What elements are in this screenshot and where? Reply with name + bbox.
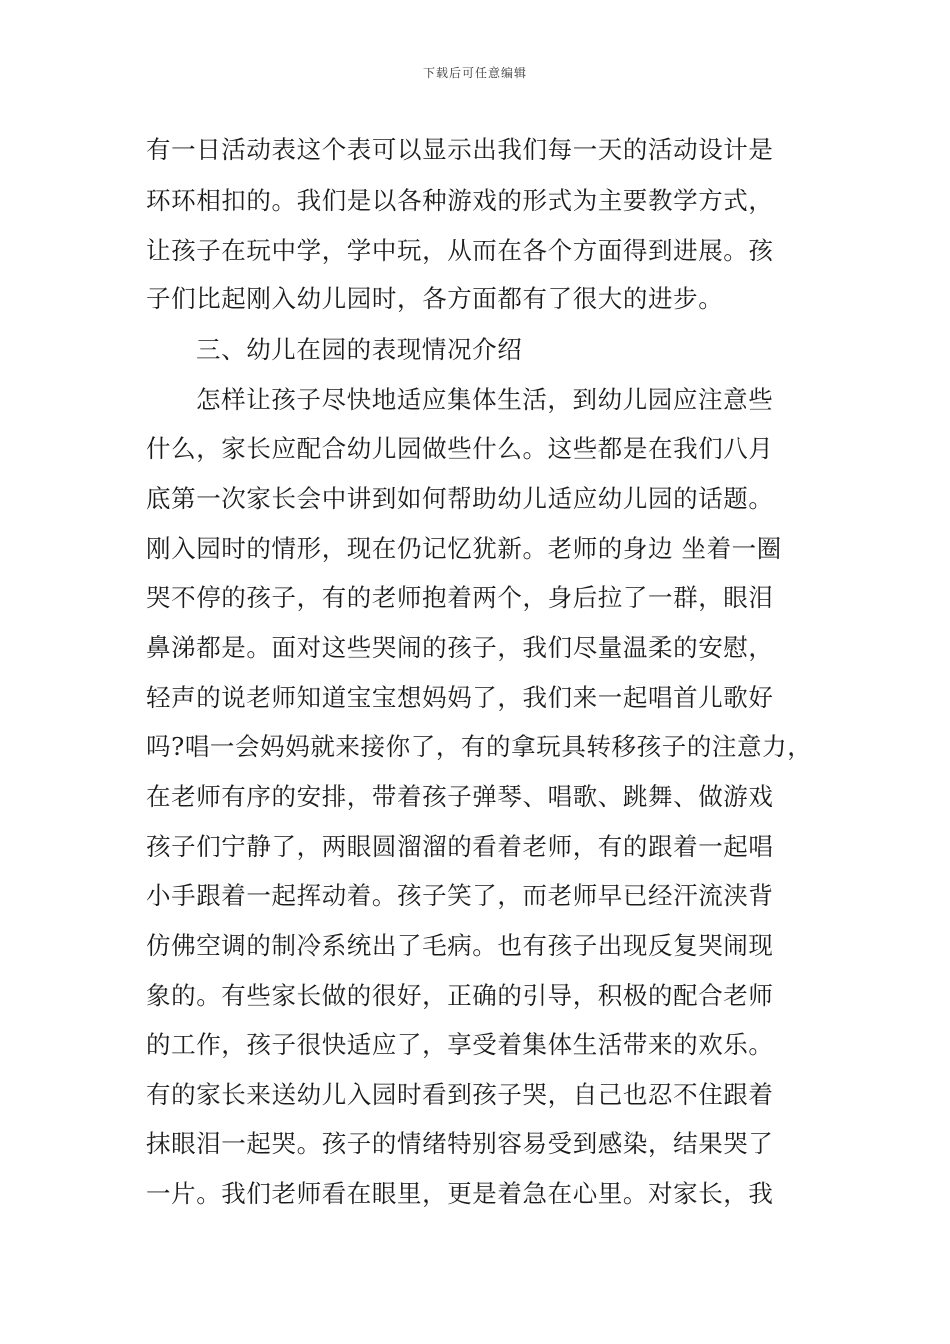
paragraph-line: 轻声的说老师知道宝宝想妈妈了，我们来一起唱首儿歌好 (146, 683, 774, 712)
paragraph-line: 刚入园时的情形，现在仍记忆犹新。老师的身边 坐着一圈 (146, 534, 782, 563)
page-header: 下载后可任意编辑 (422, 66, 527, 80)
paragraph-line: 有的家长来送幼儿入园时看到孩子哭，自己也忍不住跟着 (146, 1080, 774, 1109)
paragraph-line: 仿佛空调的制冷系统出了毛病。也有孩子出现反复哭闹现 (146, 931, 774, 960)
paragraph-line: 哭不停的孩子，有的老师抱着两个，身后拉了一群，眼泪 (146, 583, 774, 612)
paragraph-line: 底第一次家长会中讲到如何帮助幼儿适应幼儿园的话题。 (146, 484, 774, 513)
paragraph-line: 子们比起刚入幼儿园时，各方面都有了很大的进步。 (146, 284, 724, 313)
paragraph-line: 的工作，孩子很快适应了，享受着集体生活带来的欢乐。 (146, 1030, 774, 1059)
paragraph-line: 小手跟着一起挥动着。孩子笑了，而老师早已经汗流浃背 (146, 881, 774, 910)
paragraph-line: 环环相扣的。我们是以各种游戏的形式为主要教学方式， (146, 186, 774, 215)
paragraph-line: 一片。我们老师看在眼里，更是着急在心里。对家长，我 (146, 1179, 774, 1208)
paragraph-line: 象的。有些家长做的很好，正确的引导，积极的配合老师 (146, 981, 774, 1010)
paragraph-line: 在老师有序的安排，带着孩子弹琴、唱歌、跳舞、做游戏 (146, 782, 774, 811)
section-heading: 三、幼儿在园的表现情况介绍 (196, 335, 523, 364)
paragraph-line: 吗?唱一会妈妈就来接你了，有的拿玩具转移孩子的注意力， (146, 732, 813, 761)
paragraph-line: 有一日活动表这个表可以显示出我们每一天的活动设计是 (146, 135, 774, 164)
paragraph-line: 什么，家长应配合幼儿园做些什么。这些都是在我们八月 (146, 434, 774, 463)
paragraph-line: 抹眼泪一起哭。孩子的情绪特别容易受到感染，结果哭了 (146, 1129, 774, 1158)
paragraph-line: 孩子们宁静了，两眼圆溜溜的看着老师，有的跟着一起唱 (146, 832, 774, 861)
paragraph-line: 怎样让孩子尽快地适应集体生活，到幼儿园应注意些 (196, 385, 774, 414)
paragraph-line: 让孩子在玩中学，学中玩，从而在各个方面得到进展。孩 (146, 236, 774, 265)
paragraph-line: 鼻涕都是。面对这些哭闹的孩子，我们尽量温柔的安慰， (146, 633, 774, 662)
